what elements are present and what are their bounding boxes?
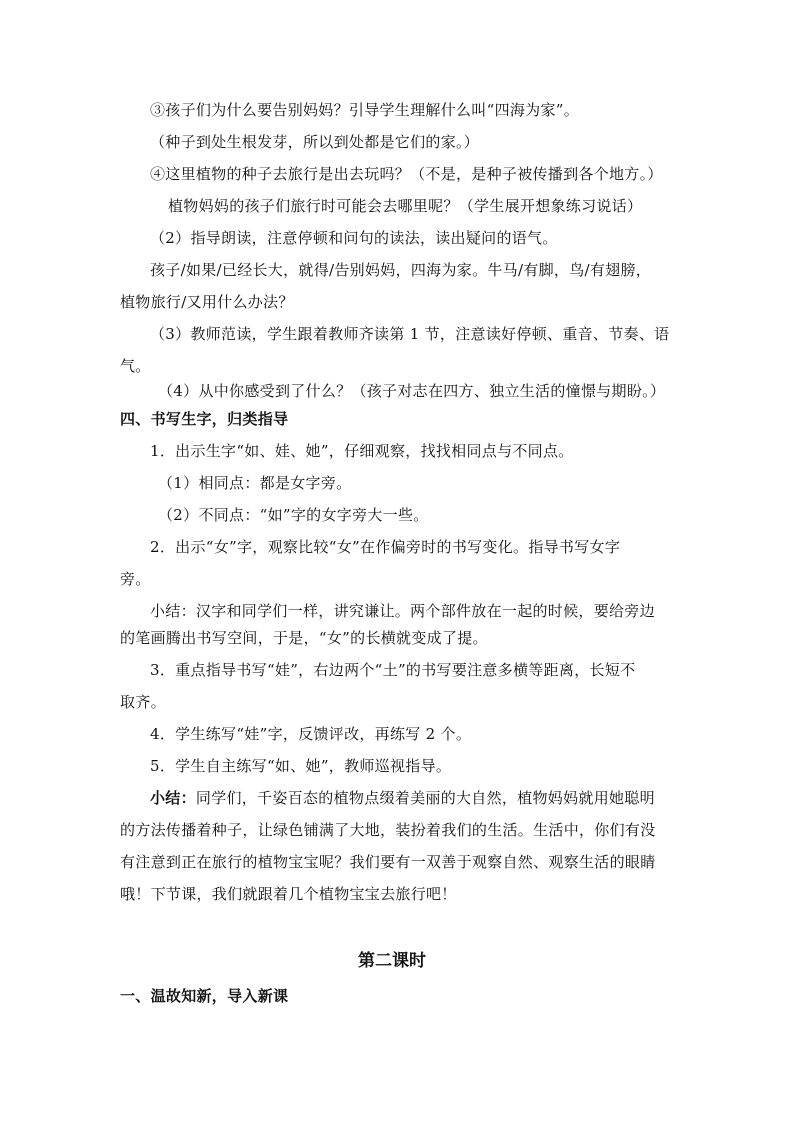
- text-line: 哦！下节课，我们就跟着几个植物宝宝去旅行吧！: [120, 885, 457, 903]
- text-line: （种子到处生根发芽，所以到处都是它们的家。）: [150, 133, 480, 151]
- text-line: 孩子/如果/已经长大，就得/告别妈妈，四海为家。牛马/有脚，鸟/有翅膀，: [150, 261, 652, 279]
- page-title: 第二课时: [358, 951, 426, 971]
- text-line: （3）教师范读，学生跟着教师齐读第 1 节，注意读好停顿、重音、节奏、语: [150, 325, 670, 343]
- text-line: 1．出示生字“如、娃、她”，仔细观察，找找相同点与不同点。: [150, 442, 574, 460]
- text-line: 2．出示“女”字，观察比较“女”在作偏旁时的书写变化。指导书写女字: [150, 538, 621, 556]
- text-line: 气。: [120, 357, 151, 375]
- text-line: 小结：汉字和同学们一样，讲究谦让。两个部件放在一起的时候，要给旁边: [150, 602, 655, 620]
- text-line: ④这里植物的种子去旅行是出去玩吗？（不是，是种子被传播到各个地方。）: [150, 165, 663, 183]
- text-line: 植物旅行/又用什么办法？: [120, 293, 294, 311]
- section-heading-1: 一、温故知新，导入新课: [120, 987, 289, 1005]
- summary-paragraph: [150, 788, 655, 808]
- text-line: （2）指导朗读，注意停顿和问句的读法，读出疑问的语气。: [150, 229, 558, 247]
- text-line: 取齐。: [120, 693, 166, 711]
- summary-text: 同学们，千姿百态的植物点缀着美丽的大自然，植物妈妈就用她聪明: [195, 789, 655, 807]
- text-line: 5．学生自主练写“如、她”，教师巡视指导。: [150, 757, 452, 775]
- text-line: 4．学生练写“娃”字，反馈评改，再练写 2 个。: [150, 725, 472, 743]
- text-line: （2）不同点：“如”字的女字旁大一些。: [158, 506, 429, 524]
- text-line: （1）相同点：都是女字旁。: [158, 474, 352, 492]
- summary-label: 小结：: [150, 789, 196, 807]
- text-line: 3．重点指导书写“娃”，右边两个“土”的书写要注意多横等距离，长短不: [150, 661, 636, 679]
- text-line: 的方法传播着种子，让绿色铺满了大地，装扮着我们的生活。生活中，你们有没: [120, 821, 656, 839]
- text-line: （4）从中你感受到了什么？（孩子对志在四方、独立生活的憧憬与期盼。）: [158, 382, 666, 400]
- text-line: ③孩子们为什么要告别妈妈？引导学生理解什么叫“四海为家”。: [150, 101, 580, 119]
- text-line: 旁。: [120, 570, 151, 588]
- text-line: 的笔画腾出书写空间，于是，“女”的长横就变成了提。: [120, 629, 488, 647]
- section-heading-4: 四、书写生字，归类指导: [120, 410, 289, 428]
- text-line: 植物妈妈的孩子们旅行时可能会去哪里呢？（学生展开想象练习说话）: [168, 197, 643, 215]
- text-line: 有注意到正在旅行的植物宝宝呢？我们要有一双善于观察自然、观察生活的眼睛: [120, 853, 656, 871]
